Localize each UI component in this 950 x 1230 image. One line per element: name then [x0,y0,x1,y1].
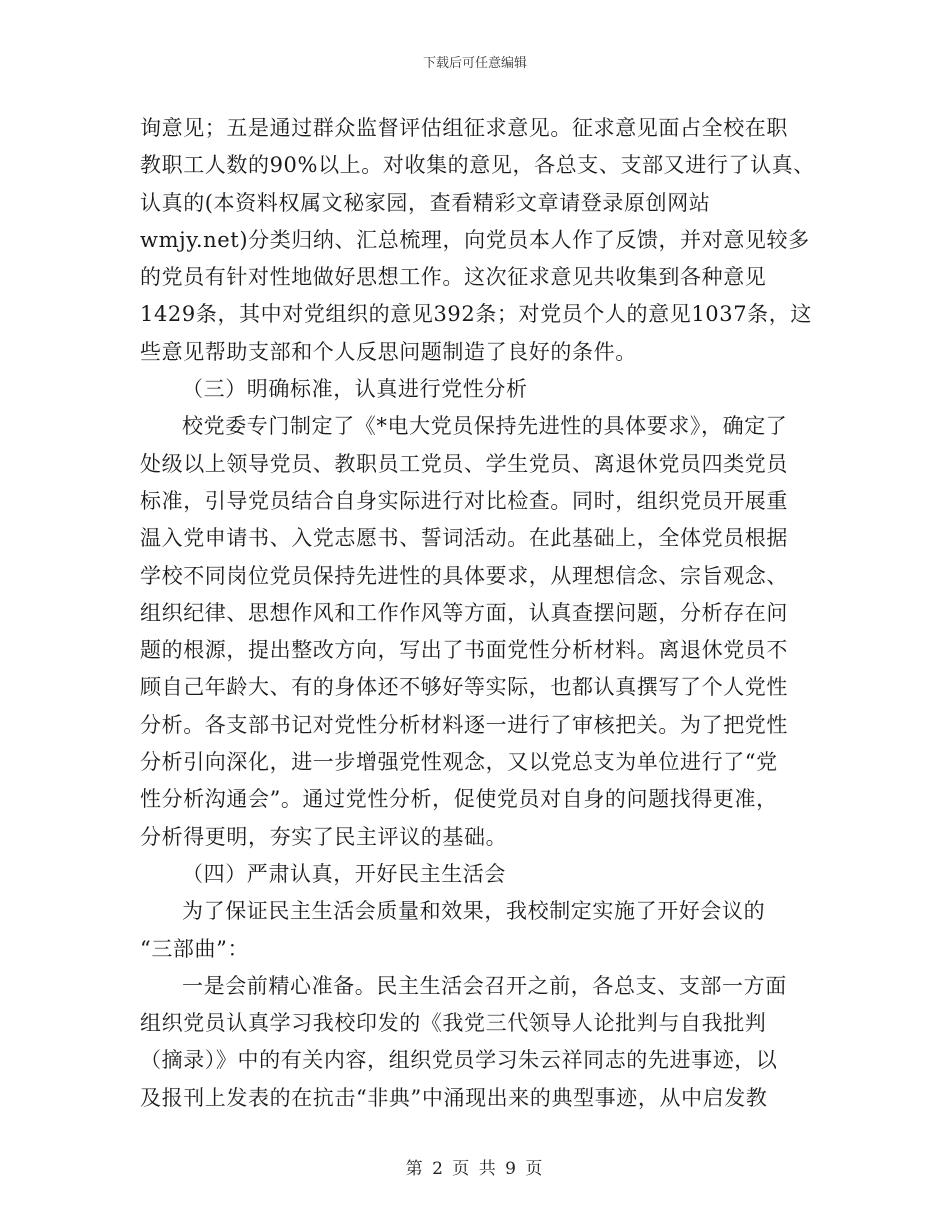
page-header: 下载后可任意编辑 [422,56,527,71]
text-line: 分析引向深化，进一步增强党性观念，又以党总支为单位进行了“党 [140,750,778,775]
text-line: 性分析沟通会”。通过党性分析，促使党员对自身的问题找得更准， [140,787,778,812]
text-line: 学校不同岗位党员保持先进性的具体要求，从理想信念、宗旨观念、 [140,563,788,588]
text-line: 处级以上领导党员、教职员工党员、学生党员、离退休党员四类党员 [140,451,788,476]
section-heading: （三）明确标准，认真进行党性分析 [182,377,528,402]
text-line: 题的根源，提出整改方向，写出了书面党性分析材料。离退休党员不 [140,638,788,663]
text-line: 一是会前精心准备。民主生活会召开之前，各总支、支部一方面 [182,973,787,998]
text-line: 的党员有针对性地做好思想工作。这次征求意见共收集到各种意见 [140,265,767,290]
text-line: 组织党员认真学习我校印发的《我党三代领导人论批判与自我批判 [140,1011,767,1036]
text-line: （摘录）》中的有关内容，组织党员学习朱云祥同志的先进事迹，以 [140,1048,778,1073]
text-line: 分析得更明，夯实了民主评议的基础。 [140,824,508,849]
text-line: 及报刊上发表的在抗击“非典”中涌现出来的典型事迹，从中启发教 [140,1085,768,1110]
text-line: 顾自己年龄大、有的身体还不够好等实际，也都认真撰写了个人党性 [140,675,788,700]
text-line: 温入党申请书、入党志愿书、誓词活动。在此基础上，全体党员根据 [140,526,788,551]
body-text [140,110,815,1117]
text-line: 1429条，其中对党组织的意见392条；对党员个人的意见1037条，这 [140,302,812,327]
text-line: 认真的(本资料权属文秘家园，查看精彩文章请登录原创网站 [140,190,711,215]
text-line: 组织纪律、思想作风和工作作风等方面，认真查摆问题，分析存在问 [140,600,788,625]
text-line: 教职工人数的90%以上。对收集的意见，各总支、支部又进行了认真、 [140,153,815,178]
text-line: 分析。各支部书记对党性分析材料逐一进行了审核把关。为了把党性 [140,712,788,737]
text-line: 校党委专门制定了《*电大党员保持先进性的具体要求》，确定了 [182,414,788,439]
text-line: 标准，引导党员结合自身实际进行对比检查。同时，组织党员开展重 [140,488,788,513]
page-footer: 第 2 页 共 9 页 [405,1159,545,1179]
section-heading: （四）严肃认真，开好民主生活会 [182,861,506,886]
text-line: 为了保证民主生活会质量和效果，我校制定实施了开好会议的 [182,899,766,924]
text-line: wmjy.net)分类归纳、汇总梳理，向党员本人作了反馈，并对意见较多 [140,227,810,252]
text-line: “三部曲”： [140,936,250,961]
text-line: 些意见帮助支部和个人反思问题制造了良好的条件。 [140,339,637,364]
text-line: 询意见；五是通过群众监督评估组征求意见。征求意见面占全校在职 [140,116,788,140]
